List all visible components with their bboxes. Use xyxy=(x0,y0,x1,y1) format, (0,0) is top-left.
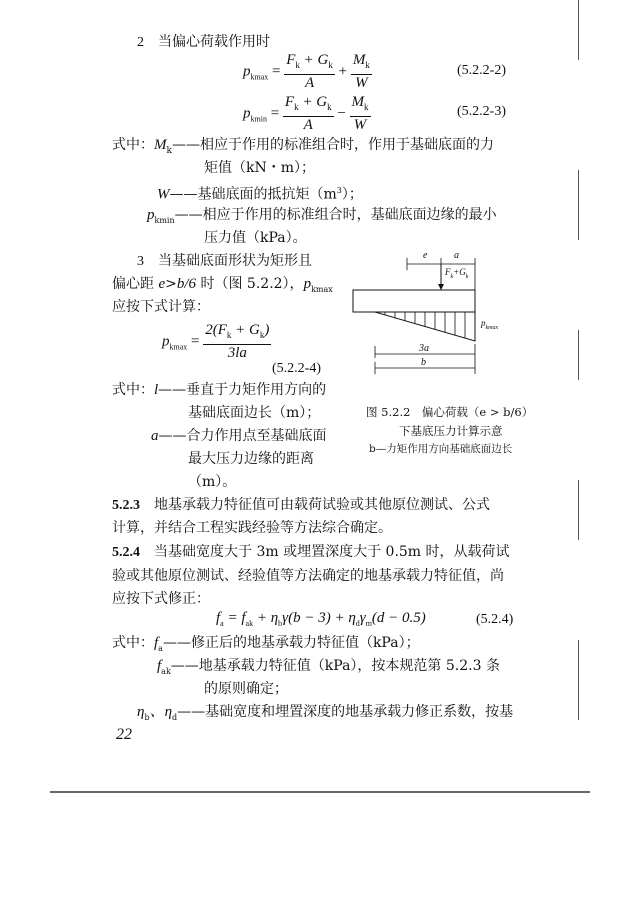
where-fak-cont: 的原则确定； xyxy=(204,681,288,697)
page-edge-mark xyxy=(578,640,579,720)
item-3-line1: 3 当基础底面形状为矩形且 xyxy=(137,253,312,269)
page-number: 22 xyxy=(116,726,132,743)
bottom-rule xyxy=(50,791,590,793)
item-2-heading: 2 当偏心荷载作用时 xyxy=(137,34,270,50)
where-w: W——基础底面的抵抗矩$(m^3)$； xyxy=(157,186,363,203)
where-eta: $\eta_b$、$\eta_d——$基础宽度和埋置深度的地基承载力修正系数，按基 xyxy=(137,704,514,722)
section-5-2-3: 5.2.3 地基承载力特征值可由载荷试验或其他原位测试、公式 xyxy=(112,497,490,513)
where-fa: 式中：$f_a——$修正后的地基承载力特征值（kPa）； xyxy=(112,635,420,653)
page-edge-mark xyxy=(578,170,579,240)
foundation-block xyxy=(353,290,475,312)
page-edge-mark xyxy=(578,480,579,540)
figure-caption-1: 图 5.2.2 偏心荷载（e > b/6） xyxy=(366,405,534,419)
figure-diagram xyxy=(345,246,540,396)
figure-caption-2: 下基底压力计算示意 xyxy=(399,424,503,438)
equation-label: (5.2.2-4) xyxy=(272,361,321,376)
figure-caption-3: b—力矩作用方向基础底面边长 xyxy=(369,443,513,455)
section-5-2-4: 5.2.4 当基础宽度大于 3m 或埋置深度大于 0.5m 时，从载荷试 xyxy=(112,544,510,560)
label-e: e xyxy=(423,250,428,261)
where-a-cont2: （m）。 xyxy=(188,474,237,490)
item-3-line3: 应按下式计算： xyxy=(112,299,210,315)
label-b: b xyxy=(421,357,426,368)
equation-5-2-2-4: $p_{kmax}$ = $\frac{2(F_k + G_k)}{3la}$ xyxy=(162,322,270,361)
load-arrow-icon xyxy=(438,284,444,290)
equation-label: (5.2.4) xyxy=(476,612,514,627)
where-mk: 式中：$M_k——$相应于作用的标准组合时，作用于基础底面的力 xyxy=(112,137,494,156)
where-pkmin-cont: 压力值（kPa）。 xyxy=(204,230,307,246)
equation-5-2-2-2: $p_{kmax}$ = $\frac{F_k + G_k}{A}$ + $\frac{M_k}{W}$ xyxy=(243,52,370,91)
equation-label: (5.2.2-2) xyxy=(457,63,506,78)
section-5-2-4-cont: 验或其他原位测试、经验值等方法确定的地基承载力特征值，尚 xyxy=(112,568,504,584)
figure-5-2-2 xyxy=(345,246,540,396)
section-5-2-4-cont2: 应按下式修正： xyxy=(112,591,210,607)
where-pkmin: $p_{kmin}——$相应于作用的标准组合时，基础底面边缘的最小 xyxy=(147,207,497,225)
page-edge-mark xyxy=(578,330,579,380)
item-3-line2: 偏心距 e>b/6 时（图 5.2.2），$p_{kmax}$ xyxy=(112,276,333,294)
equation-5-2-2-3: $p_{kmin}$ = $\frac{F_k + G_k}{A}$ − $\frac{M_k}{W}$ xyxy=(243,94,369,133)
label-pkmax: $p_{kmax}$ xyxy=(481,318,499,331)
where-fak: $f_{ak}——$地基承载力特征值（kPa），按本规范第 5.2.3 条 xyxy=(157,658,500,676)
equation-5-2-4: $f_a = f_{ak} + \eta_b\gamma(b - 3) + \eta_d\gamma_m(d - 0.5)$ xyxy=(216,610,426,628)
equation-label: (5.2.2-3) xyxy=(457,104,506,119)
where-l: 式中：l——垂直于力矩作用方向的 xyxy=(112,382,327,398)
where-l-cont: 基础底面边长（m）； xyxy=(188,405,321,421)
label-load: $F_k+G_k$ xyxy=(445,267,469,280)
where-mk-cont: 矩值（kN・m）； xyxy=(204,160,316,176)
label-3a: 3a xyxy=(419,343,429,354)
page-edge-mark xyxy=(578,0,579,60)
section-5-2-3-cont: 计算，并结合工程实践经验等方法综合确定。 xyxy=(112,520,392,536)
where-a-cont: 最大压力边缘的距离 xyxy=(188,451,314,467)
where-a: a——合力作用点至基础底面 xyxy=(151,428,327,444)
label-a: a xyxy=(454,250,459,261)
